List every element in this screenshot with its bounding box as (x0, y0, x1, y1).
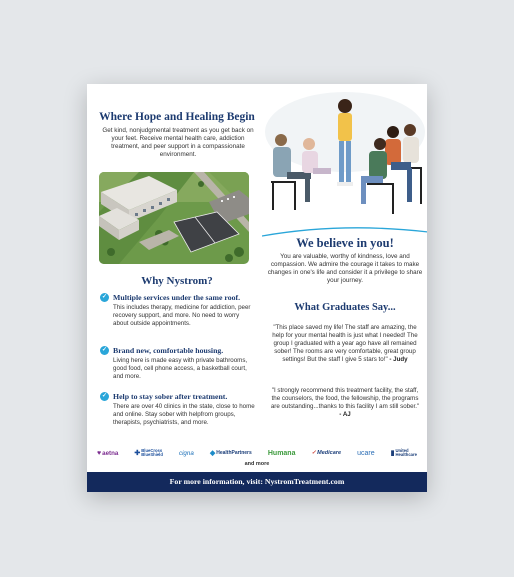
healthpartners-logo: ◆ HealthPartners (209, 450, 252, 457)
check-icon: ✓ (101, 393, 108, 399)
healthpartners-label: HealthPartners (216, 450, 252, 456)
humana-label: Humana (267, 449, 296, 457)
testimonial-quote (269, 324, 421, 364)
bcbs-label-2: BlueShield (141, 452, 163, 457)
flyer (87, 84, 427, 492)
group-therapy-image (265, 92, 425, 232)
quote-author: - Judy (389, 356, 408, 363)
quote-text: "This place saved my life! The staff are amazing, the help for your mental health is just what I needed! The group I graduated with a year ago have all remained sober! The rooms are very comfortable, great group settings! But the staff I give 5 stars to!" (272, 324, 418, 363)
feature-body: There are over 40 clinics in the state, close to home and online. Stay sober with helpfrom groups, therapists, psychiatrists, and more. (113, 403, 255, 426)
feature-body: This includes therapy, medicine for addiction, peer recovery support, and more. No need to worry about outside appointments. (113, 304, 251, 327)
uhc-label-1: United (395, 447, 409, 453)
quote-text: "I strongly recommend this treatment facility, the staff, the counselors, the food, the fellowship, the programs are outstanding...thanks to this facility I am still sober." (270, 387, 420, 410)
feature-title: Brand new, comfortable housing. (113, 346, 224, 355)
believe-title: We believe in you! (296, 236, 394, 250)
quote-author: - AJ (339, 411, 351, 418)
believe-body: You are valuable, worthy of kindness, love and compassion. We admire the courage it takes to make changes in one's life and consider it a privilege to share your journey. (267, 253, 423, 284)
ucare-logo (357, 450, 375, 457)
humana-logo (268, 450, 296, 457)
feature-body: Living here is made easy with private bathrooms, good food, cell phone access, a basketball court, and more. (113, 357, 248, 380)
unitedhealthcare-logo: ▮ United Healthcare (390, 447, 417, 457)
medicare-logo: ✓ Medicare (311, 450, 342, 456)
check-icon: ✓ (101, 294, 108, 300)
why-title: Why Nystrom? (141, 275, 213, 287)
graduates-title: What Graduates Say... (294, 302, 396, 313)
check-icon: ✓ (101, 347, 108, 353)
facility-aerial-image (99, 172, 249, 264)
feature-title: Multiple services under the same roof. (113, 293, 241, 302)
and-more-text: and more (244, 461, 270, 467)
uhc-label-2: Healthcare (395, 452, 417, 457)
feature-title: Help to stay sober after treatment. (113, 392, 228, 401)
ucare-label: ucare (357, 449, 375, 457)
bcbs-label-1: BlueCross (141, 447, 163, 453)
testimonial-quote (269, 387, 421, 419)
hope-title: Where Hope and Healing Begin (99, 111, 255, 123)
insurer-logos (97, 446, 417, 460)
aetna-logo: ♥ aetna (97, 449, 119, 457)
cigna-label: cigna (178, 449, 194, 457)
cigna-logo (179, 450, 194, 457)
bcbs-logo: ✚ BlueCross BlueShield (134, 447, 163, 457)
hope-body: Get kind, nonjudgmental treatment as you get back on your feet. Receive mental health care, addiction treatment, and peer support in a compassionate environment. (102, 127, 254, 158)
medicare-label: Medicare (317, 450, 342, 456)
footer-banner: For more information, visit: NystromTreatment.com (87, 472, 427, 492)
aetna-label: aetna (102, 449, 119, 457)
